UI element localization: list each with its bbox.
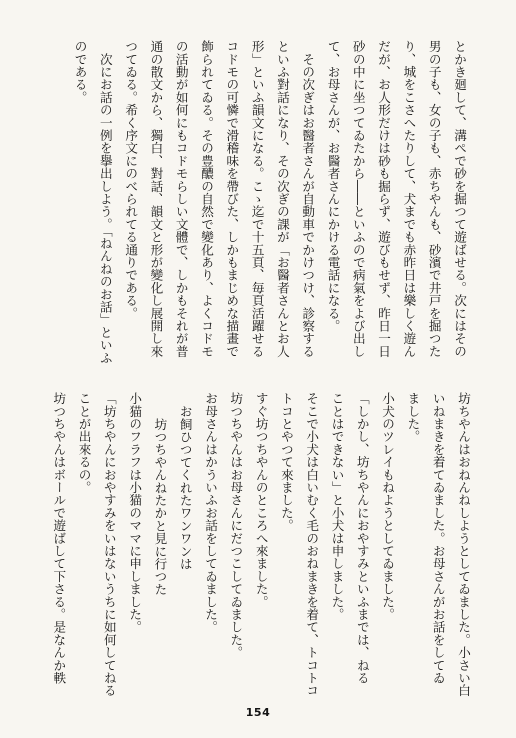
page-number: 154 [245,706,271,719]
story-line: そこで小犬は白いむく毛のおねまきを着て、トコトコ [304,392,320,697]
text-line: 通の散文から、獨白、對話、韻文と形が變化し展開し來 [148,40,164,358]
text-line: て、お母さんが、お醫者さんにかける電話になる。 [325,40,341,333]
story-line: 坊つちやんはボールで遊ばして下さる。是なんか軼 [51,392,67,685]
text-line: コドモの可憐で滑稽味を帶びた、しかもまじめな描畫で [224,40,240,358]
text-line: つてゐる。希く序文にのべられてる通りである。 [123,40,139,320]
text-line: り、城をこさへたりして、犬までも赤昨日は樂しく遊ん [401,40,417,358]
text-line: といふ對話になり、その次ぎの課が「お醫者さんとお人 [274,40,290,358]
story-line: トコとやつて來ました。 [278,392,294,532]
story-line: ことが出來るの。 [76,392,92,494]
text-line: の活動が如何にもコドモらしい文體で、しかもそれが普 [173,40,189,358]
text-line: 形」といふ韻文になる。こゝ迄で十五頁、毎頁活躍せる [249,40,265,358]
story-line: 坊ちやんはおねんねしようとしてゐました。小さい白 [456,392,471,697]
text-line: のである。 [72,40,88,104]
story-line: 小猫のフラフは小猫のママに申しました。 [127,392,143,634]
story-line: 坊つちやんはお母さんにだつこしてゐました。 [228,392,244,659]
story-line: 「しかし、坊ちやんにおやすみといふまでは、ねる [354,392,370,685]
text-line: 飾られてゐる。その豊醲の自然で變化あり、よくコドモ [199,40,215,358]
story-line: 小犬のツレイもねようとしてゐました。 [380,392,396,621]
story-line: ました。 [405,392,421,443]
poem-line: お飼ひつてくれたワンワンは [177,404,193,570]
poem-line: 坊つちやんねたかと見に行つた [152,404,168,596]
lower-text-block [51,392,476,697]
text-line: 男の子も、女の子も、赤ちやんも、砂濱で井戸を掘つた [426,40,442,358]
story-line: 「坊ちやんにおやすみをいはないうちに如何してねる [101,392,117,697]
story-line: ことはできない」と小犬は申しました。 [329,392,345,621]
text-line: とかき廻して、溝ぺで砂を掘つて遊ばせる。次にはその [452,40,467,358]
text-line: 次にお話の一例を擧出しよう。「ねんねのお話」といふ [97,40,113,364]
text-line: だが、お人形だけは砂も掘らず、遊びもせず、昨日一日 [376,40,392,358]
story-line: いねまきを着てゐました。お母さんがお話をしてゐ [430,392,446,685]
upper-text-block [52,40,472,364]
text-line: その次ぎはお醫者さんが自動車でかけつけ、診察する [300,40,316,358]
text-line: 砂の中に坐つてゐたから――といふので病氣をよび出し [350,40,366,358]
story-line: すぐ坊つちやんのところへ來ました。 [253,392,269,608]
story-line: お母さんはかういふお話をしてゐました。 [203,392,219,634]
